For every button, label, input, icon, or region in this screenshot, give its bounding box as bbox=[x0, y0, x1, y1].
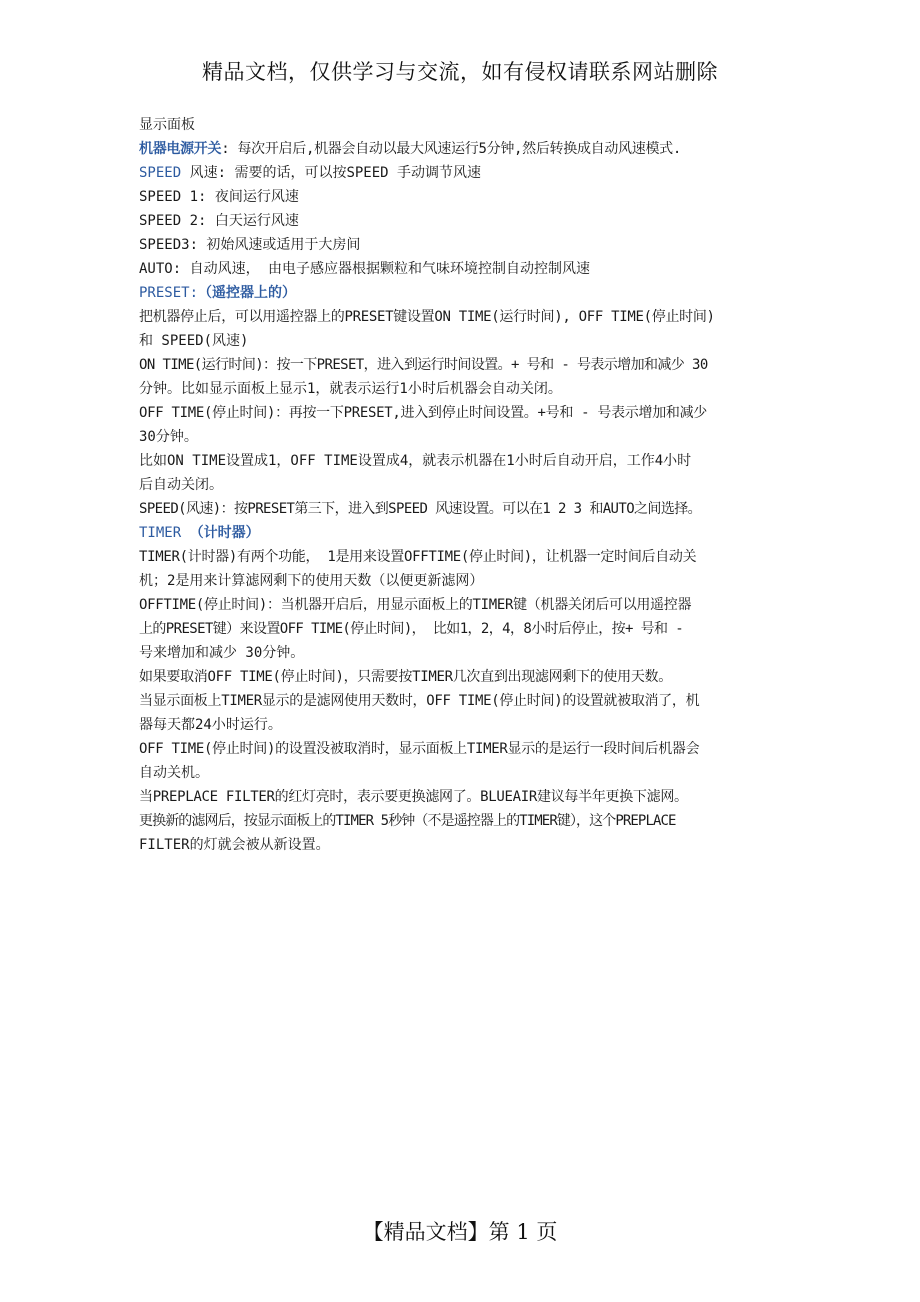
timer-p5-l2: 自动关机。 bbox=[139, 765, 209, 781]
filter-p1: 当PREPLACE FILTER的红灯亮时，表示要更换滤网了。BLUEAIR建议每半年更换下滤网。 bbox=[139, 789, 688, 805]
preset-p4-l2: 后自动关闭。 bbox=[139, 477, 223, 493]
timer-p4-l1: 当显示面板上TIMER显示的是滤网使用天数时，OFF TIME(停止时间)的设置就被取消了，机 bbox=[139, 693, 700, 709]
filter-p2-l1: 更换新的滤网后，按显示面板上的TIMER 5秒钟（不是遥控器上的TIMER键），这个PREPLACE bbox=[139, 813, 676, 829]
page-header-watermark: 精品文档，仅供学习与交流，如有侵权请联系网站删除 bbox=[202, 60, 718, 84]
page-footer: 【精品文档】第 1 页 bbox=[362, 1220, 558, 1244]
timer-heading-label: TIMER bbox=[139, 525, 190, 541]
speed-paragraph bbox=[139, 161, 804, 185]
timer-heading-note: （计时器） bbox=[189, 525, 260, 541]
speed-text: 风速: 需要的话，可以按SPEED 手动调节风速 bbox=[181, 165, 482, 181]
speed3-line: SPEED3: 初始风速或适用于大房间 bbox=[139, 237, 361, 253]
timer-p2-l3: 号来增加和减少 30分钟。 bbox=[139, 645, 305, 661]
timer-p4-l2: 器每天都24小时运行。 bbox=[139, 717, 282, 733]
timer-p1-l1: TIMER(计时器)有两个功能， 1是用来设置OFFTIME(停止时间)，让机器一定时间后自动关 bbox=[139, 549, 697, 565]
preset-p2-l2: 分钟。比如显示面板上显示1，就表示运行1小时后机器会自动关闭。 bbox=[139, 381, 562, 397]
timer-p1-l2: 机；2是用来计算滤网剩下的使用天数（以便更新滤网） bbox=[139, 573, 484, 589]
filter-p2-l2: FILTER的灯就会被从新设置。 bbox=[139, 837, 330, 853]
doc-title: 显示面板 bbox=[139, 117, 195, 133]
timer-p5-l1: OFF TIME(停止时间)的设置没被取消时，显示面板上TIMER显示的是运行一段时间后机器会 bbox=[139, 741, 700, 757]
preset-p5: SPEED(风速)：按PRESET第三下，进入到SPEED 风速设置。可以在1 2 3 和AUTO之间选择。 bbox=[139, 501, 702, 517]
preset-p2-l1: ON TIME(运行时间)：按一下PRESET，进入到运行时间设置。+ 号和 - 号表示增加和减少 30 bbox=[139, 357, 708, 373]
preset-p4-l1: 比如ON TIME设置成1，OFF TIME设置成4，就表示机器在1小时后自动开启，工作4小时 bbox=[139, 453, 692, 469]
timer-p3: 如果要取消OFF TIME(停止时间)，只需要按TIMER几次直到出现滤网剩下的使用天数。 bbox=[139, 669, 672, 685]
preset-p3-l1: OFF TIME(停止时间)：再按一下PRESET,进入到停止时间设置。+号和 - 号表示增加和减少 bbox=[139, 405, 708, 421]
preset-p1-l1: 把机器停止后，可以用遥控器上的PRESET键设置ON TIME(运行时间), OFF TIME(停止时间) bbox=[139, 309, 715, 325]
power-heading: 机器电源开关 bbox=[139, 141, 222, 157]
timer-heading bbox=[139, 521, 804, 545]
preset-heading bbox=[139, 281, 804, 305]
preset-heading-note: （遥控器上的） bbox=[198, 285, 297, 301]
document-body bbox=[139, 113, 804, 857]
speed-heading: SPEED bbox=[139, 165, 182, 181]
timer-p2-l1: OFFTIME(停止时间)：当机器开启后，用显示面板上的TIMER键（机器关闭后可以用遥控器 bbox=[139, 597, 692, 613]
speed2-line: SPEED 2: 白天运行风速 bbox=[139, 213, 299, 229]
speed1-line: SPEED 1: 夜间运行风速 bbox=[139, 189, 299, 205]
preset-p3-l2: 30分钟。 bbox=[139, 429, 198, 445]
power-paragraph bbox=[139, 137, 804, 161]
preset-heading-label: PRESET: bbox=[139, 285, 199, 301]
preset-p1-l2: 和 SPEED(风速) bbox=[139, 333, 249, 349]
auto-line: AUTO: 自动风速， 由电子感应器根据颗粒和气味环境控制自动控制风速 bbox=[139, 261, 590, 277]
power-text: : 每次开启后,机器会自动以最大风速运行5分钟,然后转换成自动风速模式. bbox=[221, 141, 681, 157]
timer-p2-l2: 上的PRESET键）来设置OFF TIME(停止时间)， 比如1，2，4，8小时后停止，按+ 号和 - bbox=[139, 621, 684, 637]
